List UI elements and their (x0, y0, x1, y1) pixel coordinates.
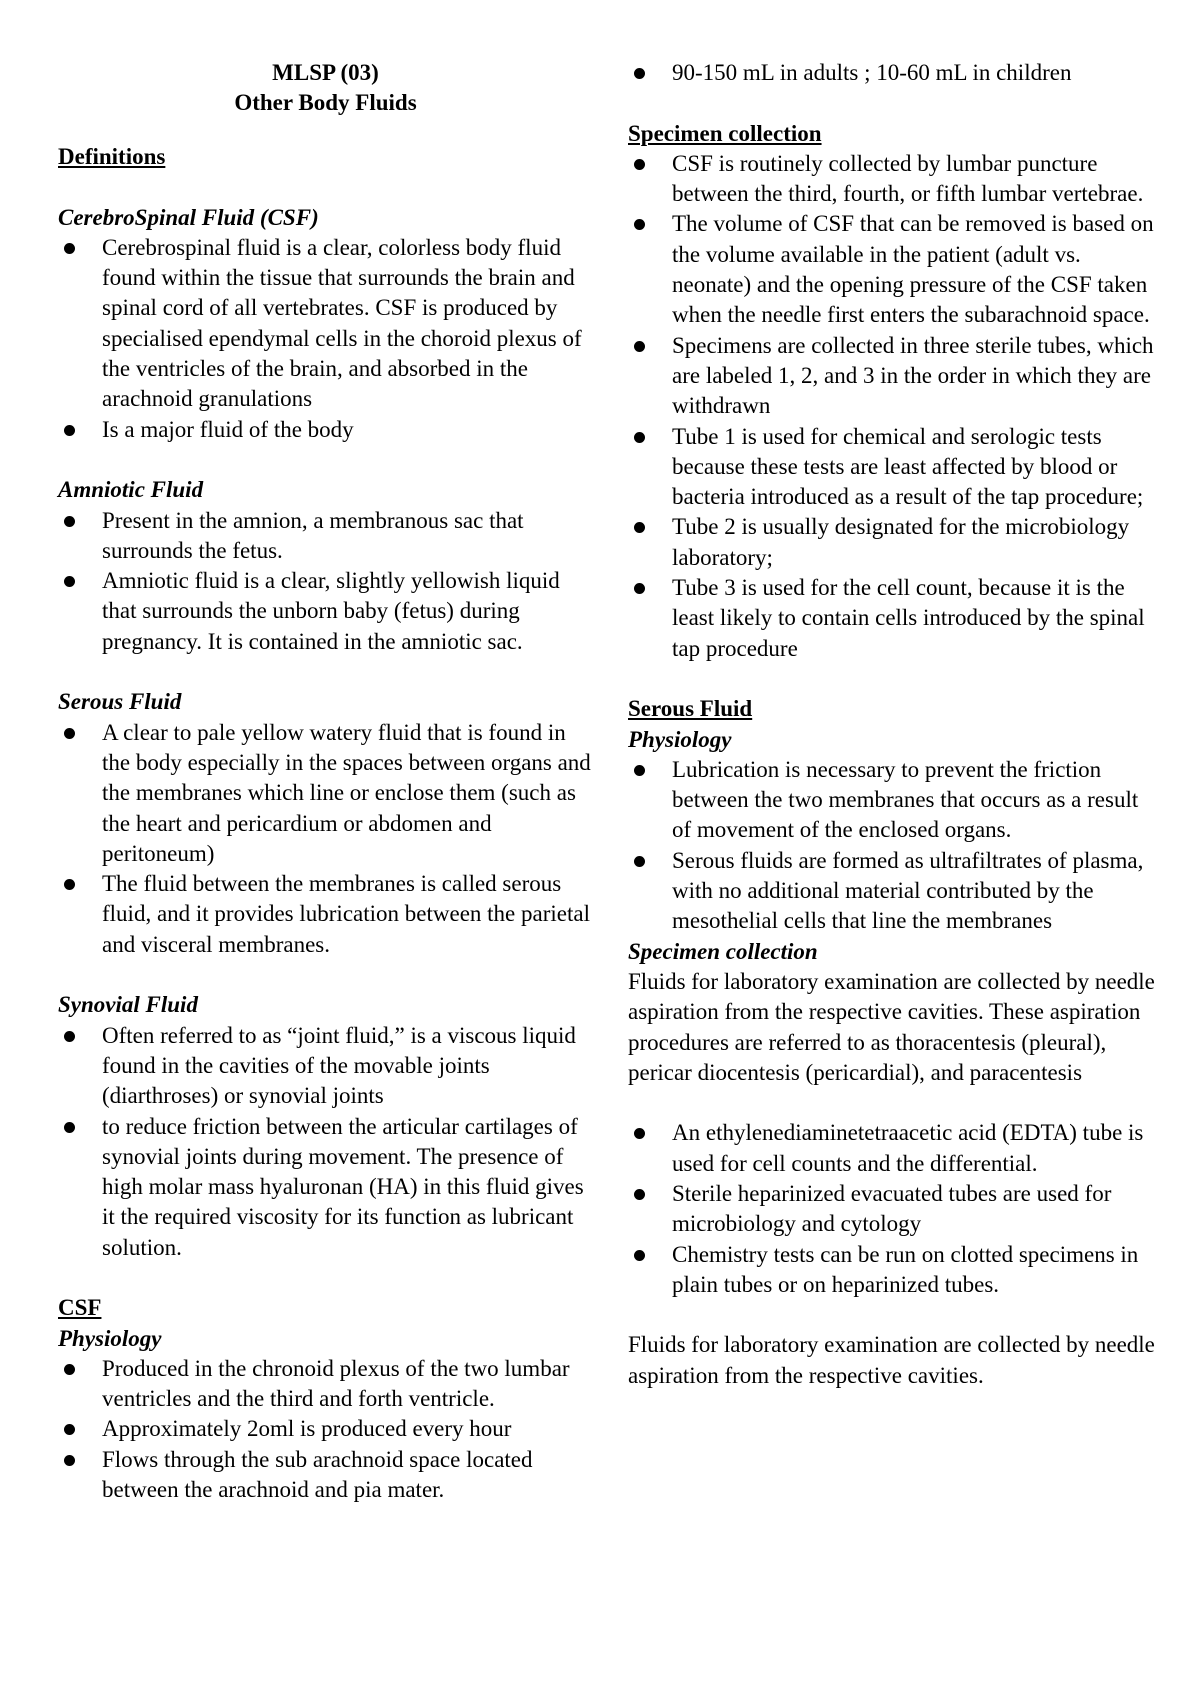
csf-physiology-list (58, 1354, 598, 1505)
serous-section-heading: Serous Fluid (628, 696, 753, 722)
bullet-icon (634, 68, 645, 79)
document-title-block (58, 58, 593, 118)
serous-tube-list (628, 1118, 1158, 1300)
bullet-icon (634, 1250, 645, 1261)
bullet-icon (634, 219, 645, 230)
list-item: to reduce friction between the articular cartilages of synovial joints during movement. The presence of high molar mass hyaluronan (HA) in this fluid gives it the required viscosity for its function as lubricant solution. (58, 1112, 598, 1263)
list-item: Serous fluids are formed as ultrafiltrates of plasma, with no additional material contributed by the mesothelial cells that line the membranes (628, 846, 1158, 937)
bullet-icon (634, 765, 645, 776)
list-item: The fluid between the membranes is called serous fluid, and it provides lubrication between the parietal and visceral membranes. (58, 869, 598, 960)
csf-specimen-collection-heading: Specimen collection (628, 120, 822, 146)
list-item: Tube 2 is usually designated for the microbiology laboratory; (628, 512, 1158, 573)
bullet-icon (64, 425, 75, 436)
serous-fluid-list (58, 718, 598, 960)
bullet-icon (64, 879, 75, 890)
list-item: Tube 1 is used for chemical and serologic tests because these tests are least affected by blood or bacteria introduced as a result of the tap procedure; (628, 422, 1158, 513)
bullet-icon (634, 856, 645, 867)
serous-physiology-heading: Physiology (628, 726, 732, 752)
csf-physiology-heading: Physiology (58, 1325, 162, 1351)
serous-fluid-heading: Serous Fluid (58, 689, 182, 715)
bullet-icon (64, 1424, 75, 1435)
bullet-icon (634, 1128, 645, 1139)
bullet-icon (64, 243, 75, 254)
synovial-fluid-heading: Synovial Fluid (58, 992, 198, 1018)
bullet-icon (64, 728, 75, 739)
document-title: MLSP (03) (272, 60, 379, 85)
bullet-icon (634, 432, 645, 443)
csf-specimen-list (628, 149, 1158, 664)
bullet-icon (634, 522, 645, 533)
list-item: 90-150 mL in adults ; 10-60 mL in children (628, 58, 1158, 88)
csf-definition-heading: CerebroSpinal Fluid (CSF) (58, 204, 319, 230)
list-item: Approximately 2oml is produced every hour (58, 1414, 598, 1444)
list-item: Often referred to as “joint fluid,” is a viscous liquid found in the cavities of the movable joints (diarthroses) or synovial joints (58, 1021, 598, 1112)
list-item: The volume of CSF that can be removed is based on the volume available in the patient (adult vs. neonate) and the opening pressure of the CSF taken when the needle first enters the subarachnoid space. (628, 209, 1158, 330)
amniotic-fluid-list (58, 506, 598, 657)
synovial-fluid-list (58, 1021, 598, 1263)
list-item: Present in the amnion, a membranous sac that surrounds the fetus. (58, 506, 598, 567)
list-item: Sterile heparinized evacuated tubes are used for microbiology and cytology (628, 1179, 1158, 1240)
list-item: Chemistry tests can be run on clotted specimens in plain tubes or on heparinized tubes. (628, 1240, 1158, 1301)
amniotic-fluid-heading: Amniotic Fluid (58, 477, 204, 503)
list-item: Amniotic fluid is a clear, slightly yellowish liquid that surrounds the unborn baby (fetus) during pregnancy. It is contained in the amniotic sac. (58, 566, 598, 657)
list-item: An ethylenediaminetetraacetic acid (EDTA) tube is used for cell counts and the differential. (628, 1118, 1158, 1179)
bullet-icon (64, 1364, 75, 1375)
csf-definition-list (58, 233, 598, 445)
list-item: Is a major fluid of the body (58, 415, 598, 445)
bullet-icon (634, 1189, 645, 1200)
list-item: CSF is routinely collected by lumbar puncture between the third, fourth, or fifth lumbar vertebrae. (628, 149, 1158, 210)
bullet-icon (634, 159, 645, 170)
left-column (58, 58, 598, 1505)
list-item: Tube 3 is used for the cell count, because it is the least likely to contain cells introduced by the spinal tap procedure (628, 573, 1158, 664)
bullet-icon (634, 341, 645, 352)
list-item: Specimens are collected in three sterile tubes, which are labeled 1, 2, and 3 in the order in which they are withdrawn (628, 331, 1158, 422)
right-column (628, 58, 1158, 1391)
serous-specimen-collection-heading: Specimen collection (628, 938, 818, 964)
definitions-heading: Definitions (58, 144, 166, 169)
serous-collection-paragraph: Fluids for laboratory examination are collected by needle aspiration from the respective cavities. These aspiration procedures are referred to as thoracentesis (pleural), pericar diocentesis (pericardial), and paracentesis (628, 968, 1155, 1085)
list-item: Flows through the sub arachnoid space located between the arachnoid and pia mater. (58, 1445, 598, 1506)
closing-paragraph: Fluids for laboratory examination are collected by needle aspiration from the respective cavities. (628, 1332, 1155, 1388)
csf-volume-list (628, 58, 1158, 88)
csf-section-heading: CSF (58, 1295, 102, 1321)
bullet-icon (64, 1122, 75, 1133)
serous-physiology-list (628, 755, 1158, 937)
bullet-icon (64, 516, 75, 527)
bullet-icon (64, 1455, 75, 1466)
document-subtitle: Other Body Fluids (234, 90, 417, 115)
bullet-icon (64, 576, 75, 587)
list-item: Lubrication is necessary to prevent the friction between the two membranes that occurs as a result of movement of the enclosed organs. (628, 755, 1158, 846)
list-item: A clear to pale yellow watery fluid that is found in the body especially in the spaces between organs and the membranes which line or enclose them (such as the heart and pericardium or abdomen and peritoneum) (58, 718, 598, 869)
list-item: Cerebrospinal fluid is a clear, colorless body fluid found within the tissue that surrounds the brain and spinal cord of all vertebrates. CSF is produced by specialised ependymal cells in the choroid plexus of the ventricles of the brain, and absorbed in the arachnoid granulations (58, 233, 598, 415)
bullet-icon (634, 583, 645, 594)
list-item: Produced in the chronoid plexus of the two lumbar ventricles and the third and forth ventricle. (58, 1354, 598, 1415)
bullet-icon (64, 1031, 75, 1042)
